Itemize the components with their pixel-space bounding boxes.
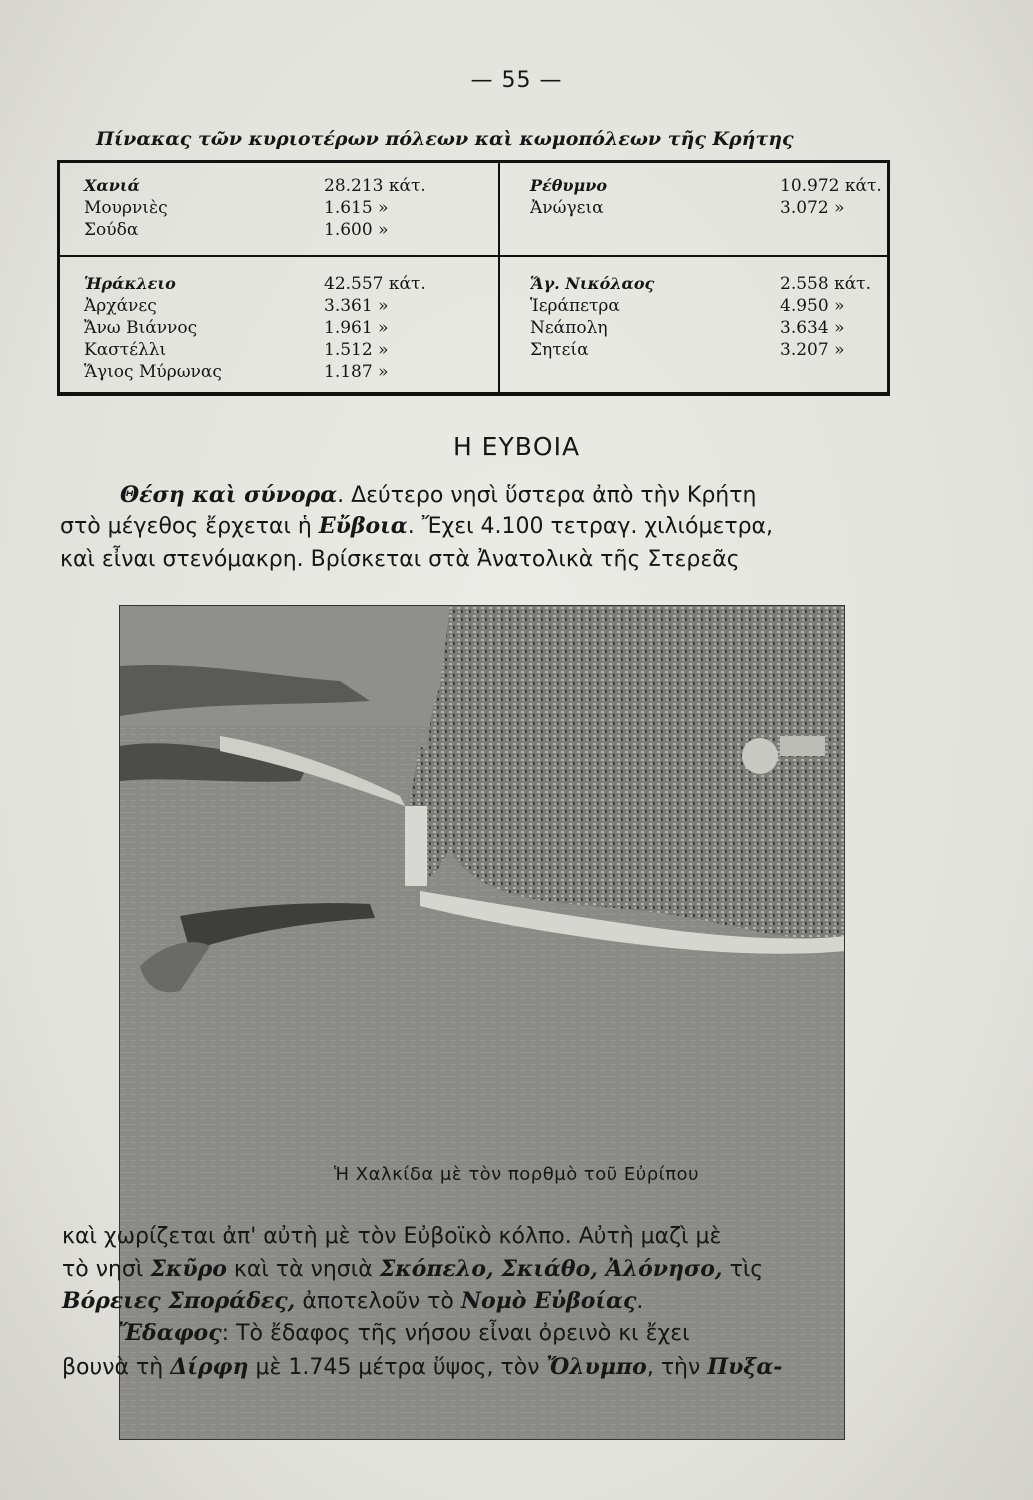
town-population: 28.213 κάτ.	[324, 176, 426, 196]
paragraph-line	[62, 1352, 782, 1383]
paragraph-text: βουνὰ τὴ	[62, 1355, 171, 1380]
table-row	[84, 317, 484, 339]
table-row	[84, 219, 484, 241]
town-name: Ἅγ. Νικόλαος	[530, 274, 655, 293]
paragraph-text: : Τὸ ἔδαφος τῆς νήσου εἶναι ὀρεινὸ κι ἔχει	[221, 1321, 690, 1346]
table-group-rethymno	[530, 175, 880, 219]
place-name: Δίρφη	[170, 1354, 249, 1380]
paragraph-text: . Ἔχει 4.100 τετραγ. χιλιόμετρα,	[407, 514, 774, 539]
place-name: Σκῦρο	[150, 1256, 227, 1282]
paragraph-text: ἀποτελοῦν τὸ	[295, 1289, 461, 1314]
paragraph-line	[62, 1286, 643, 1317]
town-name: Ἄνω Βιάννος	[84, 318, 198, 338]
town-population: 10.972 κάτ.	[780, 176, 882, 196]
town-name: Σητεία	[530, 340, 589, 360]
town-name: Καστέλλι	[84, 340, 167, 360]
town-population: 1.512 »	[324, 340, 389, 360]
table-column-divider	[498, 163, 500, 392]
town-population: 1.600 »	[324, 220, 389, 240]
town-name: Ἱεράπετρα	[530, 296, 620, 316]
town-name: Σούδα	[84, 220, 139, 240]
paragraph-text: στὸ μέγεθος ἔρχεται ἡ	[60, 514, 319, 539]
paragraph-heading: Θέση καὶ σύνορα	[120, 482, 338, 508]
table-group-heraklion	[84, 273, 484, 383]
town-name: Νεάπολη	[530, 318, 608, 338]
paragraph-text: μὲ 1.745 μέτρα ὕψος, τὸν	[248, 1355, 547, 1380]
town-population: 1.615 »	[324, 198, 389, 218]
town-population: 3.361 »	[324, 296, 389, 316]
paragraph-text: τὶς	[722, 1257, 764, 1282]
section-title: Η ΕΥΒΟΙΑ	[452, 432, 581, 461]
town-population: 42.557 κάτ.	[324, 274, 426, 294]
town-population: 3.634 »	[780, 318, 845, 338]
table-row	[530, 339, 880, 361]
town-population: 1.961 »	[324, 318, 389, 338]
page-number: — 55 —	[470, 68, 563, 93]
table-row	[84, 175, 484, 197]
town-name: Ἡράκλειο	[84, 274, 176, 293]
table-row-divider	[60, 255, 887, 257]
table-row	[84, 197, 484, 219]
paragraph-line	[60, 511, 773, 542]
town-name: Ἀρχάνες	[84, 296, 157, 316]
place-name: Πυξα-	[707, 1354, 783, 1380]
table-row	[84, 273, 484, 295]
table-row	[84, 295, 484, 317]
paragraph-text: . Δεύτερο νησὶ ὕστερα ἀπὸ τὴν Κρήτη	[337, 483, 757, 508]
town-population: 2.558 κάτ.	[780, 274, 871, 294]
table-group-chania	[84, 175, 484, 241]
paragraph-text: , τὴν	[646, 1355, 708, 1380]
paragraph-text: τὸ νησὶ	[62, 1257, 151, 1282]
town-population: 3.207 »	[780, 340, 845, 360]
paragraph-text: .	[636, 1289, 644, 1314]
towns-population-table	[57, 160, 890, 396]
place-name: Ὄλυμπο	[546, 1354, 647, 1380]
paragraph-line	[62, 1254, 763, 1285]
paragraph-line: καὶ εἶναι στενόμακρη. Βρίσκεται στὰ Ἀνατολικὰ τῆς Στερεᾶς	[60, 547, 740, 572]
table-row	[530, 273, 880, 295]
town-population: 4.950 »	[780, 296, 845, 316]
table-row	[530, 197, 880, 219]
paragraph-text: καὶ τὰ νησιὰ	[226, 1257, 380, 1282]
paragraph-line: καὶ χωρίζεται ἀπ' αὐτὴ μὲ τὸν Εὐβοϊκὸ κόλπο. Αὐτὴ μαζὶ μὲ	[62, 1224, 722, 1249]
town-population: 3.072 »	[780, 198, 845, 218]
table-row	[530, 295, 880, 317]
place-name: Νομὸ Εὐβοίας	[460, 1288, 637, 1314]
town-population: 1.187 »	[324, 362, 389, 382]
town-name: Ἀνώγεια	[530, 198, 604, 218]
town-name: Χανιά	[84, 176, 140, 195]
table-row	[84, 339, 484, 361]
place-name: Σκόπελο, Σκιάθο, Ἀλόνησο,	[379, 1256, 723, 1282]
place-name: Εὔβοια	[318, 513, 408, 539]
town-name: Μουρνιὲς	[84, 198, 168, 218]
table-group-agios-nikolaos	[530, 273, 880, 361]
paragraph-line	[120, 480, 756, 511]
photo-caption: Ἡ Χαλκίδα μὲ τὸν πορθμὸ τοῦ Εὐρίπου	[334, 1164, 699, 1185]
town-name: Ἅγιος Μύρωνας	[84, 362, 222, 382]
paragraph-line	[118, 1318, 690, 1349]
table-row	[530, 175, 880, 197]
table-row	[84, 361, 484, 383]
town-name: Ρέθυμνο	[530, 176, 608, 195]
table-title: Πίνακας τῶν κυριοτέρων πόλεων καὶ κωμοπόλεων τῆς Κρήτης	[96, 128, 794, 150]
paragraph-heading: Ἔδαφος	[118, 1320, 222, 1346]
table-row	[530, 317, 880, 339]
place-name: Βόρειες Σποράδες,	[62, 1288, 296, 1314]
